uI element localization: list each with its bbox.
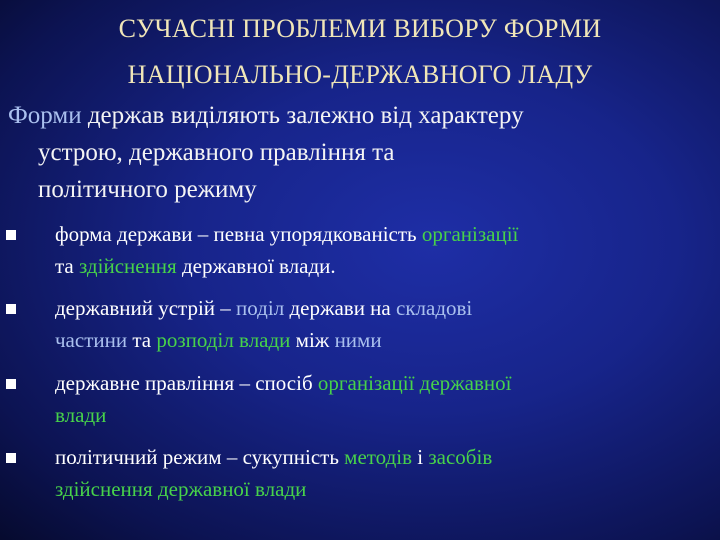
lead-line-3: політичного режиму [38, 176, 257, 203]
bullet-text [55, 441, 717, 505]
highlight-organization: організації [421, 222, 519, 246]
highlight-them: ними [334, 328, 382, 352]
bullet-segment: державної влади. [176, 254, 336, 278]
highlight-methods: методів [344, 445, 413, 469]
highlight-power-distribution: розподіл влади [156, 328, 291, 352]
highlight-division: поділ [236, 296, 285, 320]
bullet-segment: політичний режим – сукупність [55, 445, 345, 469]
bullet-segment: та [55, 254, 80, 278]
lead-line-2: устрою, державного правління та [38, 139, 395, 166]
bullet-segment: державне правління – спосіб [55, 371, 318, 395]
square-bullet-icon [6, 304, 16, 314]
bullet-text [55, 292, 717, 356]
lead-paragraph [8, 97, 713, 208]
square-bullet-icon [6, 453, 16, 463]
highlight-parts: частини [55, 328, 128, 352]
highlight-exercise-power: здійснення державної влади [55, 477, 307, 501]
square-bullet-icon [6, 230, 16, 240]
slide-title [0, 6, 720, 98]
highlight-state-organization: організації державної [317, 371, 512, 395]
bullet-text [55, 367, 717, 431]
title-line-1: СУЧАСНІ ПРОБЛЕМИ ВИБОРУ ФОРМИ [118, 14, 602, 43]
lead-line-1-rest: держав виділяють залежно від характеру [81, 102, 524, 129]
highlight-means: засобів [428, 445, 493, 469]
square-bullet-icon [6, 379, 16, 389]
lead-line-1 [8, 97, 713, 134]
bullet-segment: між [290, 328, 335, 352]
highlight-components: складові [396, 296, 473, 320]
highlight-power: влади [55, 403, 107, 427]
title-line-2: НАЦІОНАЛЬНО-ДЕРЖАВНОГО ЛАДУ [127, 60, 593, 89]
bullet-segment: форма держави – певна упорядкованість [55, 222, 422, 246]
bullet-text [55, 218, 717, 282]
bullet-segment: та [127, 328, 157, 352]
highlight-exercise: здійснення [79, 254, 177, 278]
bullet-segment: держави на [284, 296, 396, 320]
lead-term-forms: Форми [8, 102, 82, 129]
bullet-segment: державний устрій – [55, 296, 237, 320]
bullet-segment: і [412, 445, 429, 469]
